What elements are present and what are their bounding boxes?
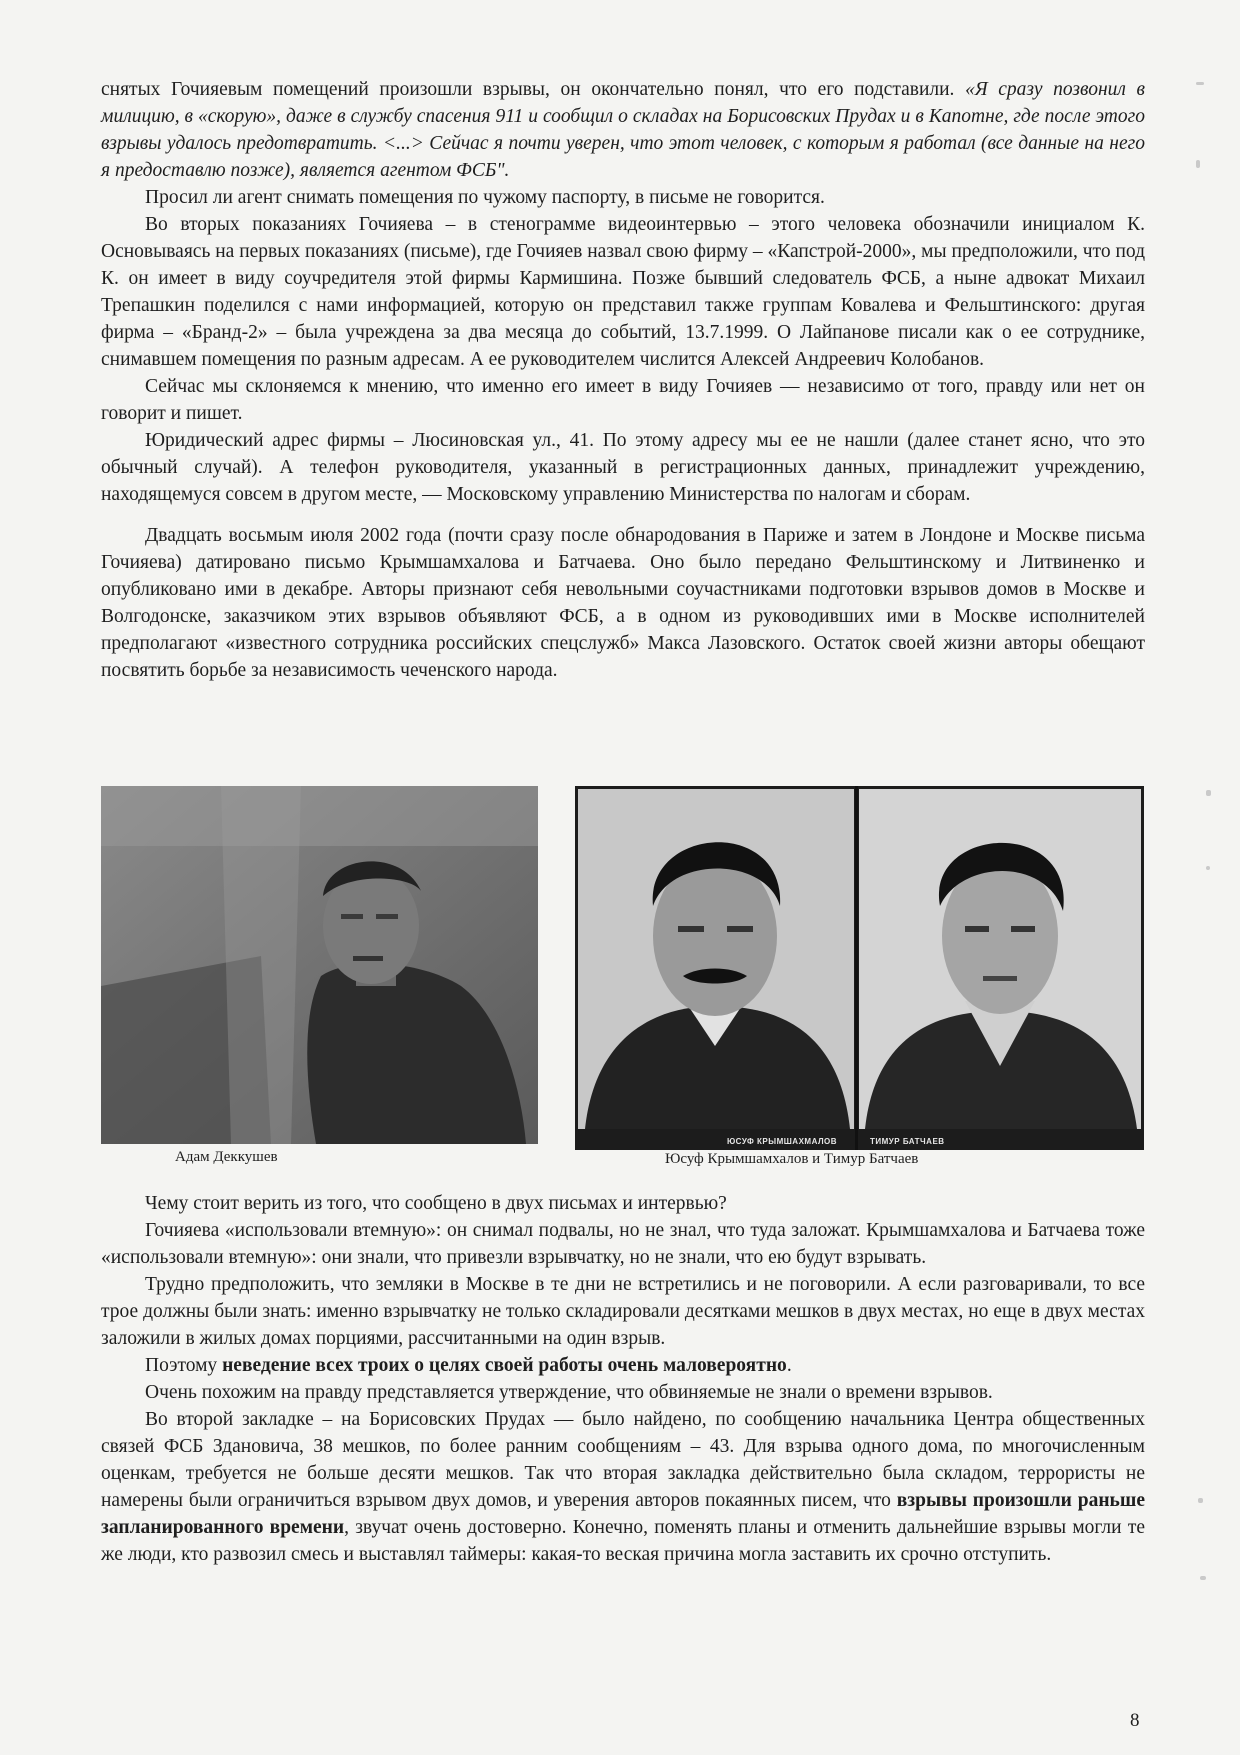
- text-block-top: [101, 76, 1145, 684]
- paragraph-text: , звучат очень достоверно. Конечно, поменять планы и отменить дальнейшие взрывы могли те же люди, кто развозил смесь и выставлял таймеры: какая-то веская причина могла заставить их срочно отступить.: [101, 1517, 1145, 1565]
- text-block-bottom: [101, 1190, 1145, 1568]
- scan-speck: [1206, 790, 1211, 796]
- scan-speck: [1196, 160, 1200, 168]
- quote-text: «Я сразу позвонил в милицию, в «скорую», даже в службу спасения 911 и сообщил о складах на Борисовских Прудах и в Капотне, где после этого взрывы удалось предотвратить. <...> Сейчас я почти уверен, что этот человек, с которым я работал (все данные на него я предоставлю позже), является агентом ФСБ".: [101, 79, 1145, 181]
- paragraph: [101, 1406, 1145, 1568]
- paragraph: Юридический адрес фирмы – Люсиновская ул., 41. По этому адресу мы ее не нашли (далее станет ясно, что это обычный случай). А телефон руководителя, указанный в регистрационных данных, принадлежит учреждению, находящемуся совсем в другом месте, — Московскому управлению Министерства по налогам и сборам.: [101, 430, 1145, 505]
- photo-strip-left: ЮСУФ КРЫМШАХМАЛОВ: [727, 1137, 838, 1146]
- scan-speck: [1198, 1498, 1203, 1503]
- paragraph: Трудно предположить, что земляки в Москве в те дни не встретились и не поговорили. А если разговаривали, то все трое должны были знать: именно взрывчатку не только складировали десятками мешков в двух местах, но еще в двух местах заложили в жилых домах порциями, рассчитанными на один взрыв.: [101, 1274, 1145, 1349]
- photo-adam-dekkushev: [101, 786, 538, 1144]
- photo-strip-right: ТИМУР БАТЧАЕВ: [870, 1137, 945, 1146]
- paragraph-text: снятых Гочияевым помещений произошли взрывы, он окончательно понял, что его подставили.: [101, 79, 966, 100]
- paragraph: Гочияева «использовали втемную»: он снимал подвалы, но не знал, что туда заложат. Крымшамхалова и Батчаева тоже «использовали втемную»: они знали, что привезли взрывчатку, но не знали, что ею будут взрывать.: [101, 1220, 1145, 1268]
- paragraph: Просил ли агент снимать помещения по чужому паспорту, в письме не говорится.: [145, 187, 825, 208]
- paragraph: [101, 1352, 1145, 1379]
- paragraph-text: Поэтому: [145, 1355, 223, 1376]
- paragraph: [101, 76, 1145, 184]
- paragraph: Во вторых показаниях Гочияева – в стенограмме видеоинтервью – этого человека обозначили инициалом К. Основываясь на первых показаниях (письме), где Гочияев назвал свою фирму – «Капстрой-2000», мы предположили, что под К. он имеет в виду соучредителя этой фирмы Кармишина. Позже бывший следователь ФСБ, а ныне адвокат Михаил Трепашкин поделился с нами информацией, которую он представил также группам Ковалева и Фельштинского: другая фирма – «Бранд-2» – была учреждена за два месяца до событий, 13.7.1999. О Лайпанове писали как о ее сотруднике, снимавшем помещения по разным адресам. А ее руководителем числится Алексей Андреевич Колобанов.: [101, 214, 1145, 370]
- paragraph: Сейчас мы склоняемся к мнению, что именно его имеет в виду Гочияев — независимо от того, правду или нет он говорит и пишет.: [101, 376, 1145, 424]
- paragraph-text: Во второй закладке – на Борисовских Прудах — было найдено, по сообщению начальника Центра общественных связей ФСБ Здановича, 38 мешков, по более ранним сообщениям – 43. Для взрыва одного дома, по многочисленным оценкам, требуется не больше десяти мешков. Так что вторая закладка действительно была складом, террористы не намерены были ограничиться взрывом двух домов, и уверения авторов покаянных писем, что: [101, 1409, 1145, 1511]
- scan-speck: [1200, 1576, 1206, 1580]
- paragraph-text: .: [786, 1355, 792, 1376]
- caption-left: Адам Деккушев: [175, 1149, 278, 1165]
- bold-text: неведение всех троих о целях своей работы очень маловероятно: [222, 1355, 787, 1376]
- bold-text: взрывы произошли раньше запланированного времени: [101, 1490, 1145, 1538]
- scan-speck: [1206, 866, 1210, 870]
- page-number: 8: [1130, 1710, 1140, 1731]
- scan-speck: [1196, 82, 1204, 85]
- paragraph: Чему стоит верить из того, что сообщено в двух письмах и интервью?: [145, 1193, 727, 1214]
- paragraph: Очень похожим на правду представляется утверждение, что обвиняемые не знали о времени взрывов.: [145, 1382, 993, 1403]
- caption-right: Юсуф Крымшамхалов и Тимур Батчаев: [665, 1151, 919, 1167]
- paragraph: Двадцать восьмым июля 2002 года (почти сразу после обнародования в Париже и затем в Лондоне и Москве письма Гочияева) датировано письмо Крымшамхалова и Батчаева. Оно было передано Фельштинскому и Литвиненко и опубликовано ими в декабре. Авторы признают себя невольными соучастниками подготовки взрывов домов в Москве и Волгодонске, заказчиком этих взрывов объявляют ФСБ, а в одном из руководивших ими в Москве исполнителей предполагают «известного сотрудника российских спецслужб» Макса Лазовского. Остаток своей жизни авторы обещают посвятить борьбе за независимость чеченского народа.: [101, 525, 1145, 681]
- photo-krymshamkhalov-batchaev: [575, 786, 1144, 1150]
